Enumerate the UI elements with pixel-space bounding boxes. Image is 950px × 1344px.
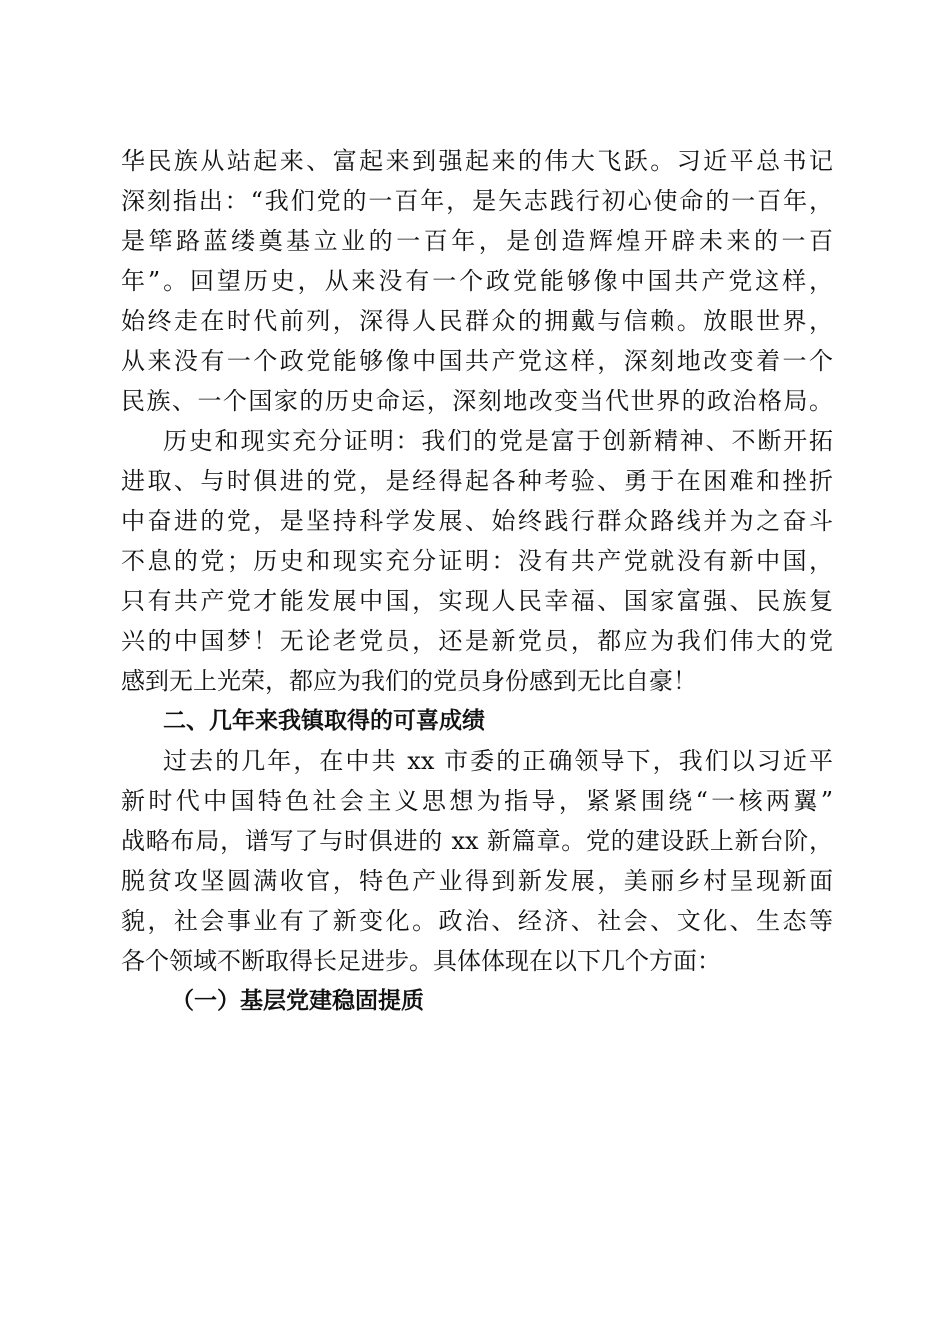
paragraph-line: 年”。回望历史，从来没有一个政党能够像中国共产党这样， <box>121 267 833 295</box>
paragraph-line: 华民族从站起来、富起来到强起来的伟大飞跃。习近平总书记 <box>121 147 833 175</box>
paragraph-line: 中奋进的党，是坚持科学发展、始终践行群众路线并为之奋斗 <box>121 507 833 535</box>
document-body <box>121 141 833 1021</box>
paragraph-line: 过去的几年，在中共 xx 市委的正确领导下，我们以习近平 <box>163 747 833 775</box>
paragraph-line: 是筚路蓝缕奠基立业的一百年，是创造辉煌开辟未来的一百 <box>121 227 833 255</box>
paragraph-line: 进取、与时俱进的党，是经得起各种考验、勇于在困难和挫折 <box>121 467 833 495</box>
paragraph-line: 貌，社会事业有了新变化。政治、经济、社会、文化、生态等 <box>121 907 833 935</box>
paragraph-line: 只有共产党才能发展中国，实现人民幸福、国家富强、民族复 <box>121 587 833 615</box>
paragraph-line: 战略布局，谱写了与时俱进的 xx 新篇章。党的建设跃上新台阶， <box>121 827 833 855</box>
paragraph-line: 兴的中国梦！无论老党员，还是新党员，都应为我们伟大的党 <box>121 627 833 655</box>
paragraph-line: 从来没有一个政党能够像中国共产党这样，深刻地改变着一个 <box>121 347 833 375</box>
paragraph-line: 各个领域不断取得长足进步。具体体现在以下几个方面： <box>121 947 721 975</box>
paragraph-line: 不息的党；历史和现实充分证明：没有共产党就没有新中国， <box>121 547 833 575</box>
paragraph-line: 感到无上光荣，都应为我们的党员身份感到无比自豪！ <box>121 667 697 695</box>
paragraph-line: 始终走在时代前列，深得人民群众的拥戴与信赖。放眼世界， <box>121 307 833 335</box>
paragraph-line: 民族、一个国家的历史命运，深刻地改变当代世界的政治格局。 <box>121 387 833 415</box>
paragraph-line: 深刻指出：“我们党的一百年，是矢志践行初心使命的一百年， <box>121 187 833 215</box>
paragraph-line: 脱贫攻坚圆满收官，特色产业得到新发展，美丽乡村呈现新面 <box>121 867 833 895</box>
section-heading: 二、几年来我镇取得的可喜成绩 <box>163 708 485 734</box>
paragraph-line: 新时代中国特色社会主义思想为指导，紧紧围绕“一核两翼” <box>121 787 833 815</box>
subsection-heading: （一）基层党建稳固提质 <box>171 987 424 1014</box>
paragraph-line: 历史和现实充分证明：我们的党是富于创新精神、不断开拓 <box>163 427 833 455</box>
